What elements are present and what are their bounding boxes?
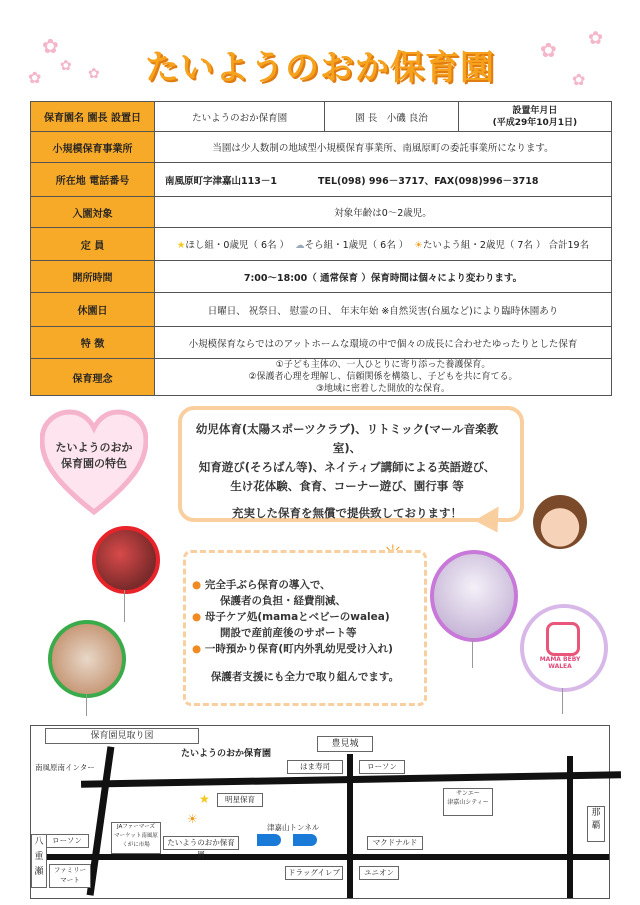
balloon-string xyxy=(562,688,563,714)
map-naha: 那 覇 xyxy=(587,806,605,842)
address: 南風原町字津嘉山113－1 xyxy=(165,175,277,187)
map-meisei: 明星保育 xyxy=(217,793,263,807)
support-footer: 保護者支援にも全力で取り組んでます。 xyxy=(210,671,400,683)
support-item: 母子ケア処(mamaとベビーのwalea) xyxy=(204,611,390,623)
support-sub: 保護者の負担・経費削減、 xyxy=(220,595,346,607)
map-toyomi: 豊見城 xyxy=(317,736,373,752)
bullet-icon: ● xyxy=(192,611,202,623)
support-item: 一時預かり保育(町内外乳幼児受け入れ) xyxy=(204,643,393,655)
row-label: 特 徴 xyxy=(31,327,155,359)
features-heading-line: たいようのおか xyxy=(55,441,133,454)
girl-illustration xyxy=(533,495,587,549)
blossom-icon: ✿ xyxy=(42,34,59,58)
star-icon: ★ xyxy=(199,792,210,806)
phone: TEL(098) 996－3717、FAX(098)996－3718 xyxy=(318,175,539,187)
map-union: ユニオン xyxy=(359,866,399,880)
map-haebaru-ic: 南風原南インター xyxy=(35,763,95,772)
blossom-icon: ✿ xyxy=(588,28,604,49)
blossom-icon: ✿ xyxy=(88,66,100,82)
row-value: 対象年齢は0～2歳児。 xyxy=(155,197,612,228)
features-heading xyxy=(42,440,146,472)
map-lawson: ローソン xyxy=(45,834,89,848)
bullet-icon: ● xyxy=(192,579,202,591)
map-road xyxy=(347,754,353,898)
established-date: 設置年月日 (平成29年10月1日) xyxy=(458,102,611,132)
instagram-label: MAMA BEBY WALEA xyxy=(539,656,581,670)
photo-balloon xyxy=(92,526,160,594)
bullet-icon: ● xyxy=(192,643,202,655)
philosophy-line: ①子ども主体の、一人ひとりに寄り添った養護保育。 xyxy=(275,360,491,370)
tunnel-icon xyxy=(257,834,281,846)
features-line: 生け花体験、食育、コーナー遊び、園行事 等 xyxy=(230,479,464,493)
balloon-string xyxy=(86,694,87,716)
blossom-icon: ✿ xyxy=(60,58,72,74)
row-label: 所在地 電話番号 xyxy=(31,163,155,197)
cloud-icon: ☁ xyxy=(295,240,305,251)
row-value: 小規模保育ならではのアットホームな環境の中で個々の成長に合わせたゆったりとした保育 xyxy=(155,327,612,359)
school-name: たいようのおか保育園 xyxy=(155,102,325,132)
row-label: 保育理念 xyxy=(31,359,155,396)
features-heading-line: 保育園の特色 xyxy=(61,457,127,470)
blossom-icon: ✿ xyxy=(540,38,557,62)
blossom-icon: ✿ xyxy=(572,70,586,89)
class-sora: そら組・1歳児（ 6名 ） xyxy=(304,240,409,251)
features-line: 幼児体育(太陽スポーツクラブ)、リトミック(マール音楽教室)、 xyxy=(195,422,499,455)
map-tunnel: 津嘉山トンネル xyxy=(267,823,320,832)
philosophy-line: ②保護者心理を理解し、信頼関係を構築し、子どもを共に育てる。 xyxy=(248,372,518,382)
class-taiyou: たいよう組・2歳児（ 7名 ） xyxy=(422,240,546,251)
tunnel-icon xyxy=(293,834,317,846)
map-sanei: サンエー 津嘉山シティー xyxy=(443,788,493,816)
map-title: 保育園見取り図 xyxy=(45,728,199,744)
map-yaese: 八 重 瀬 xyxy=(31,834,47,888)
row-label: 開所時間 xyxy=(31,261,155,293)
info-table xyxy=(30,101,612,396)
row-value: 7:00～18:00（ 通常保育 ）保育時間は個々により変わります。 xyxy=(155,261,612,293)
support-text xyxy=(192,577,418,685)
photo-balloon xyxy=(48,620,126,698)
sun-icon: ☀ xyxy=(414,240,423,251)
features-line: 知育遊び(そろばん等)、ネイティブ講師による英語遊び、 xyxy=(198,460,496,474)
instagram-icon[interactable] xyxy=(546,622,580,656)
map xyxy=(30,725,610,899)
row-label: 入園対象 xyxy=(31,197,155,228)
row-label: 定 員 xyxy=(31,228,155,261)
star-icon: ★ xyxy=(176,240,186,251)
features-text xyxy=(190,420,504,523)
map-road xyxy=(31,854,609,860)
row-label: 休園日 xyxy=(31,293,155,327)
page-title: たいようのおか保育園 xyxy=(145,48,495,88)
total-capacity: 合計19名 xyxy=(548,240,590,251)
features-line: 充実した保育を無償で提供致しております！ xyxy=(232,506,462,520)
map-school-name: たいようのおか保育園 xyxy=(181,749,272,759)
map-school-box: たいようのおか保育園 xyxy=(163,836,239,850)
map-hamazushi: はま寿司 xyxy=(287,760,343,774)
support-item: 完全手ぶら保育の導入で、 xyxy=(204,579,331,591)
map-ja: JAファーマーズ マーケット南風原 くがに市場 xyxy=(111,822,161,854)
balloon-string xyxy=(124,590,125,622)
map-drugeleven: ドラッグイレブ xyxy=(285,866,343,880)
row-value: 日曜日、 祝祭日、 慰霊の日、 年末年始 ※自然災害(台風など)により臨時休園あり xyxy=(155,293,612,327)
row-label: 小規模保育事業所 xyxy=(31,132,155,163)
map-mcdonalds: マクドナルド xyxy=(367,836,423,850)
philosophy-line: ③地域に密着した開放的な保育。 xyxy=(315,384,451,394)
photo-balloon xyxy=(430,550,518,642)
map-familymart: ファミリー マート xyxy=(49,864,91,888)
director: 園 長 小磯 良治 xyxy=(325,102,459,132)
support-sub: 開設で産前産後のサポート等 xyxy=(220,627,357,639)
blossom-icon: ✿ xyxy=(28,68,42,87)
row-value: 当園は少人数制の地域型小規模保育事業所、南風原町の委託事業所になります。 xyxy=(155,132,612,163)
sun-icon: ☀ xyxy=(187,812,198,826)
balloon-string xyxy=(472,638,473,668)
class-hoshi: ほし組・0歳児（ 6名 ） xyxy=(185,240,290,251)
map-road xyxy=(567,756,573,898)
map-lawson: ローソン xyxy=(359,760,405,774)
row-label: 保育園名 園長 設置日 xyxy=(31,102,155,132)
